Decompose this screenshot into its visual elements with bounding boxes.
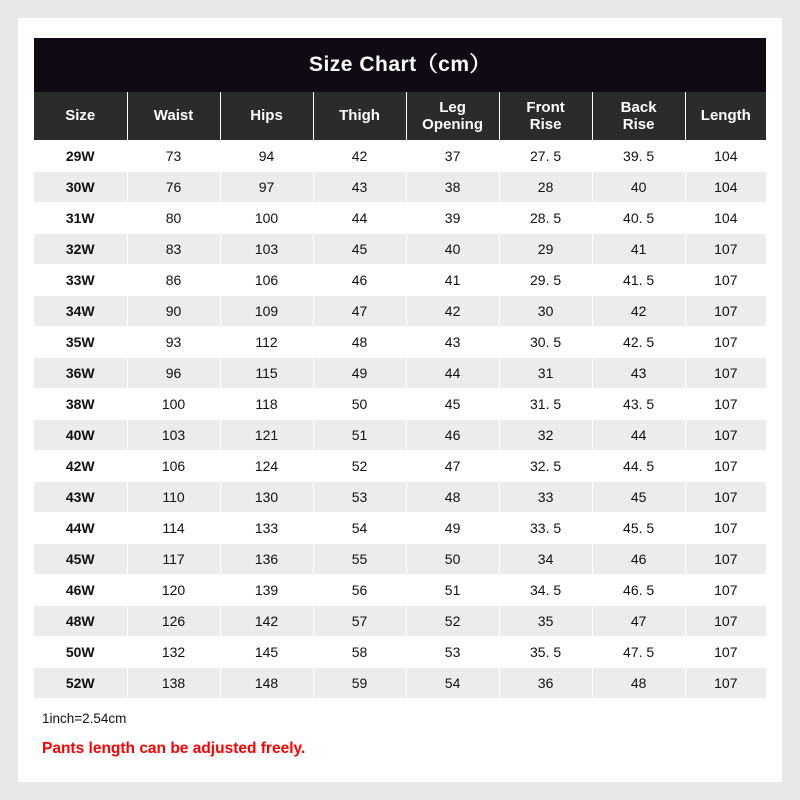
cell-length: 107 — [685, 482, 766, 513]
length-adjustment-warning: Pants length can be adjusted freely. — [42, 740, 306, 757]
cell-leg-opening: 53 — [406, 637, 499, 668]
cell-length: 107 — [685, 606, 766, 637]
cell-front-rise: 34. 5 — [499, 575, 592, 606]
cell-length: 107 — [685, 296, 766, 327]
cell-front-rise: 33. 5 — [499, 513, 592, 544]
column-header-leg-opening-line2: Opening — [422, 116, 483, 133]
cell-leg-opening: 39 — [406, 203, 499, 234]
cell-leg-opening: 52 — [406, 606, 499, 637]
cell-size: 29W — [34, 141, 127, 172]
cell-front-rise: 30. 5 — [499, 327, 592, 358]
table-row — [34, 203, 766, 234]
cell-waist: 120 — [127, 575, 220, 606]
cell-size: 50W — [34, 637, 127, 668]
cell-hips: 106 — [220, 265, 313, 296]
column-header-length: Length — [685, 92, 766, 141]
cell-hips: 103 — [220, 234, 313, 265]
table-row — [34, 544, 766, 575]
cell-thigh: 52 — [313, 451, 406, 482]
cell-thigh: 58 — [313, 637, 406, 668]
cell-waist: 100 — [127, 389, 220, 420]
cell-length: 107 — [685, 637, 766, 668]
cell-back-rise: 46. 5 — [592, 575, 685, 606]
cell-back-rise: 47. 5 — [592, 637, 685, 668]
cell-length: 107 — [685, 668, 766, 699]
cell-thigh: 45 — [313, 234, 406, 265]
cell-back-rise: 40 — [592, 172, 685, 203]
cell-back-rise: 45 — [592, 482, 685, 513]
cell-waist: 76 — [127, 172, 220, 203]
cell-back-rise: 40. 5 — [592, 203, 685, 234]
cell-leg-opening: 37 — [406, 141, 499, 172]
table-row — [34, 420, 766, 451]
cell-hips: 97 — [220, 172, 313, 203]
table-row — [34, 296, 766, 327]
cell-thigh: 50 — [313, 389, 406, 420]
table-row — [34, 606, 766, 637]
table-header-row — [34, 92, 766, 141]
table-row — [34, 668, 766, 699]
cell-back-rise: 44 — [592, 420, 685, 451]
column-header-hips: Hips — [220, 92, 313, 141]
cell-waist: 90 — [127, 296, 220, 327]
cell-hips: 139 — [220, 575, 313, 606]
cell-size: 45W — [34, 544, 127, 575]
cell-front-rise: 32. 5 — [499, 451, 592, 482]
column-header-leg-opening — [406, 92, 499, 141]
cell-hips: 148 — [220, 668, 313, 699]
cell-leg-opening: 45 — [406, 389, 499, 420]
table-row — [34, 451, 766, 482]
cell-waist: 114 — [127, 513, 220, 544]
column-header-back-rise-line2: Rise — [622, 116, 655, 133]
column-header-thigh: Thigh — [313, 92, 406, 141]
cell-hips: 118 — [220, 389, 313, 420]
cell-size: 46W — [34, 575, 127, 606]
cell-waist: 126 — [127, 606, 220, 637]
cell-waist: 106 — [127, 451, 220, 482]
cell-waist: 103 — [127, 420, 220, 451]
cell-leg-opening: 54 — [406, 668, 499, 699]
cell-waist: 110 — [127, 482, 220, 513]
cell-waist: 93 — [127, 327, 220, 358]
cell-front-rise: 31 — [499, 358, 592, 389]
cell-thigh: 44 — [313, 203, 406, 234]
cell-waist: 80 — [127, 203, 220, 234]
chart-title: Size Chart（cm） — [34, 38, 766, 92]
cell-thigh: 46 — [313, 265, 406, 296]
cell-hips: 136 — [220, 544, 313, 575]
table-row — [34, 265, 766, 296]
cell-hips: 112 — [220, 327, 313, 358]
cell-leg-opening: 41 — [406, 265, 499, 296]
cell-hips: 94 — [220, 141, 313, 172]
cell-thigh: 47 — [313, 296, 406, 327]
cell-waist: 138 — [127, 668, 220, 699]
column-header-waist: Waist — [127, 92, 220, 141]
cell-size: 36W — [34, 358, 127, 389]
table-body — [34, 141, 766, 699]
cell-leg-opening: 42 — [406, 296, 499, 327]
column-header-back-rise-line1: Back — [620, 98, 657, 116]
cell-leg-opening: 38 — [406, 172, 499, 203]
cell-length: 104 — [685, 141, 766, 172]
cell-back-rise: 48 — [592, 668, 685, 699]
cell-size: 30W — [34, 172, 127, 203]
cell-front-rise: 31. 5 — [499, 389, 592, 420]
cell-back-rise: 46 — [592, 544, 685, 575]
cell-back-rise: 44. 5 — [592, 451, 685, 482]
cell-leg-opening: 51 — [406, 575, 499, 606]
cell-size: 40W — [34, 420, 127, 451]
cell-thigh: 48 — [313, 327, 406, 358]
cell-size: 43W — [34, 482, 127, 513]
size-chart-page — [18, 18, 782, 782]
size-chart-table — [34, 92, 766, 699]
cell-length: 107 — [685, 513, 766, 544]
table-row — [34, 575, 766, 606]
column-header-front-rise-line2: Rise — [529, 116, 562, 133]
unit-conversion-note: 1inch=2.54cm — [42, 711, 127, 726]
cell-back-rise: 41 — [592, 234, 685, 265]
cell-hips: 121 — [220, 420, 313, 451]
cell-length: 107 — [685, 544, 766, 575]
cell-leg-opening: 49 — [406, 513, 499, 544]
cell-waist: 73 — [127, 141, 220, 172]
cell-waist: 117 — [127, 544, 220, 575]
cell-back-rise: 47 — [592, 606, 685, 637]
cell-leg-opening: 40 — [406, 234, 499, 265]
cell-thigh: 57 — [313, 606, 406, 637]
cell-size: 33W — [34, 265, 127, 296]
cell-length: 107 — [685, 389, 766, 420]
cell-front-rise: 30 — [499, 296, 592, 327]
cell-thigh: 59 — [313, 668, 406, 699]
cell-leg-opening: 50 — [406, 544, 499, 575]
cell-leg-opening: 48 — [406, 482, 499, 513]
table-row — [34, 234, 766, 265]
cell-hips: 130 — [220, 482, 313, 513]
cell-leg-opening: 47 — [406, 451, 499, 482]
cell-hips: 115 — [220, 358, 313, 389]
cell-hips: 109 — [220, 296, 313, 327]
cell-hips: 100 — [220, 203, 313, 234]
cell-length: 104 — [685, 172, 766, 203]
cell-size: 52W — [34, 668, 127, 699]
cell-back-rise: 43. 5 — [592, 389, 685, 420]
cell-waist: 83 — [127, 234, 220, 265]
cell-size: 38W — [34, 389, 127, 420]
cell-leg-opening: 43 — [406, 327, 499, 358]
cell-length: 107 — [685, 265, 766, 296]
cell-waist: 96 — [127, 358, 220, 389]
column-header-back-rise — [592, 92, 685, 141]
cell-front-rise: 28. 5 — [499, 203, 592, 234]
cell-length: 107 — [685, 451, 766, 482]
cell-hips: 133 — [220, 513, 313, 544]
cell-thigh: 43 — [313, 172, 406, 203]
cell-leg-opening: 46 — [406, 420, 499, 451]
cell-back-rise: 42 — [592, 296, 685, 327]
cell-length: 107 — [685, 575, 766, 606]
cell-length: 104 — [685, 203, 766, 234]
table-row — [34, 637, 766, 668]
cell-length: 107 — [685, 358, 766, 389]
cell-size: 31W — [34, 203, 127, 234]
cell-size: 48W — [34, 606, 127, 637]
cell-length: 107 — [685, 327, 766, 358]
cell-length: 107 — [685, 234, 766, 265]
table-row — [34, 513, 766, 544]
cell-size: 32W — [34, 234, 127, 265]
column-header-size: Size — [34, 92, 127, 141]
table-row — [34, 327, 766, 358]
cell-thigh: 42 — [313, 141, 406, 172]
cell-back-rise: 43 — [592, 358, 685, 389]
cell-thigh: 49 — [313, 358, 406, 389]
cell-front-rise: 29 — [499, 234, 592, 265]
column-header-leg-opening-line1: Leg — [439, 98, 466, 116]
table-row — [34, 389, 766, 420]
cell-thigh: 55 — [313, 544, 406, 575]
cell-front-rise: 28 — [499, 172, 592, 203]
cell-back-rise: 42. 5 — [592, 327, 685, 358]
cell-length: 107 — [685, 420, 766, 451]
cell-front-rise: 36 — [499, 668, 592, 699]
cell-thigh: 56 — [313, 575, 406, 606]
cell-back-rise: 45. 5 — [592, 513, 685, 544]
cell-front-rise: 35. 5 — [499, 637, 592, 668]
cell-back-rise: 41. 5 — [592, 265, 685, 296]
cell-waist: 86 — [127, 265, 220, 296]
table-header — [34, 92, 766, 141]
cell-hips: 145 — [220, 637, 313, 668]
cell-waist: 132 — [127, 637, 220, 668]
column-header-front-rise — [499, 92, 592, 141]
table-row — [34, 141, 766, 172]
cell-thigh: 51 — [313, 420, 406, 451]
table-row — [34, 358, 766, 389]
size-chart-container — [34, 38, 766, 758]
cell-front-rise: 33 — [499, 482, 592, 513]
table-row — [34, 172, 766, 203]
cell-front-rise: 29. 5 — [499, 265, 592, 296]
cell-leg-opening: 44 — [406, 358, 499, 389]
cell-thigh: 53 — [313, 482, 406, 513]
cell-back-rise: 39. 5 — [592, 141, 685, 172]
cell-hips: 142 — [220, 606, 313, 637]
cell-front-rise: 27. 5 — [499, 141, 592, 172]
column-header-front-rise-line1: Front — [526, 98, 565, 116]
cell-hips: 124 — [220, 451, 313, 482]
cell-size: 42W — [34, 451, 127, 482]
cell-front-rise: 34 — [499, 544, 592, 575]
cell-front-rise: 32 — [499, 420, 592, 451]
cell-size: 34W — [34, 296, 127, 327]
cell-front-rise: 35 — [499, 606, 592, 637]
table-row — [34, 482, 766, 513]
cell-size: 44W — [34, 513, 127, 544]
cell-size: 35W — [34, 327, 127, 358]
cell-thigh: 54 — [313, 513, 406, 544]
